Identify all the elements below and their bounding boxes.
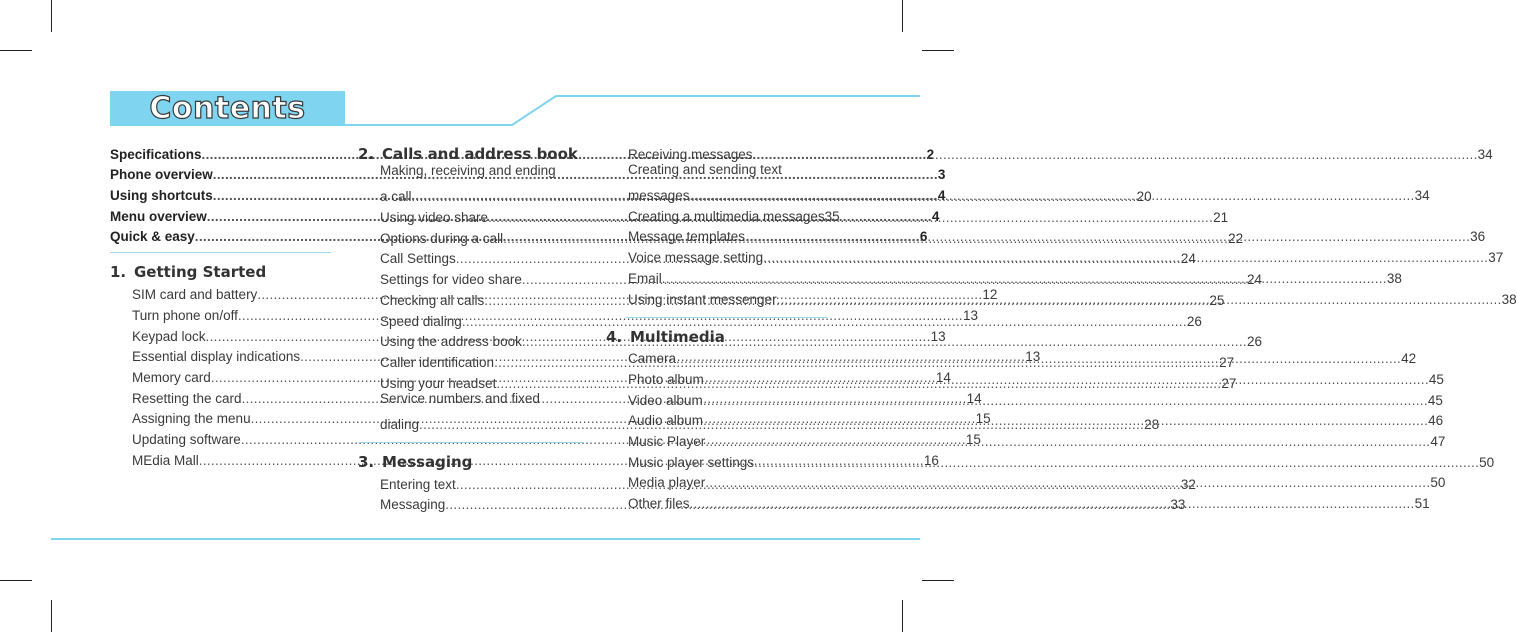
- entry-label: Creating and sending text: [628, 161, 782, 177]
- section-title: Messaging: [382, 452, 473, 471]
- section-divider: [358, 442, 584, 443]
- entry-label: messages: [628, 188, 690, 204]
- section-heading[interactable]: [606, 322, 827, 346]
- dot-leader: [763, 250, 1488, 265]
- entry-label: Email: [628, 270, 662, 286]
- dot-leader: [690, 188, 1415, 203]
- entry-label: Music player settings: [628, 454, 755, 470]
- entry-page: 21: [1213, 210, 1229, 226]
- entry-label: Using your headset: [380, 375, 497, 391]
- entry-page: 33: [1170, 497, 1186, 513]
- entry-page: 32: [1180, 476, 1196, 492]
- entry-page: 3: [937, 167, 946, 183]
- entry-page: 14: [966, 390, 982, 406]
- section-number: 4.: [606, 327, 623, 346]
- entry-page: 47: [1430, 433, 1446, 449]
- section-title: Multimedia: [630, 327, 725, 346]
- entry-label: Turn phone on/off: [132, 307, 238, 323]
- entry-label: Voice message setting: [628, 250, 764, 266]
- section-heading[interactable]: [110, 257, 331, 281]
- entry-label: Media player: [628, 475, 706, 491]
- entry-label: Service numbers and fixed: [380, 390, 540, 406]
- entry-page: 12: [982, 287, 998, 303]
- entry-label: Menu overview: [110, 208, 207, 224]
- dot-leader: [753, 147, 1478, 162]
- toc-entry[interactable]: [628, 203, 840, 224]
- entry-page: 24: [1180, 251, 1196, 267]
- dot-leader: [704, 369, 1429, 387]
- entry-label: Memory card: [132, 369, 211, 385]
- page-title: Contents: [149, 91, 306, 126]
- entry-label: Settings for video share: [380, 272, 522, 288]
- entry-label: Essential display indications: [132, 349, 301, 365]
- entry-label: Music Player: [628, 433, 706, 449]
- dot-leader: [703, 413, 1428, 428]
- entry-page: 45: [1428, 371, 1444, 387]
- entry-label: Resetting the card: [132, 390, 242, 406]
- entry-page: 37: [1488, 250, 1504, 266]
- entry-page: 51: [1414, 496, 1430, 511]
- entry-label: Using video share: [380, 210, 489, 226]
- entry-label: Photo album: [628, 371, 704, 387]
- section-number: 2.: [358, 145, 375, 163]
- section-heading[interactable]: [358, 136, 584, 163]
- entry-page: 2: [926, 146, 935, 162]
- entry-label: Camera: [628, 351, 677, 367]
- section-title: Getting Started: [134, 263, 267, 282]
- entry-label: Entering text: [380, 476, 456, 492]
- entry-label: Video album: [628, 392, 703, 408]
- entry-label: Quick & easy: [110, 229, 195, 245]
- entry-label: Options during a call: [380, 230, 504, 246]
- section-divider: [110, 252, 331, 253]
- entry-label: Message templates: [628, 229, 746, 245]
- entry-page: 22: [1228, 230, 1244, 246]
- entry-page: 26: [1246, 334, 1262, 350]
- dot-leader: [705, 475, 1430, 490]
- entry-page: 4: [937, 188, 946, 204]
- entry-page: 14: [935, 369, 951, 385]
- entry-page: 16: [923, 452, 939, 468]
- entry-label: Creating a multimedia messages: [628, 208, 825, 224]
- entry-label: Using instant messenger: [628, 291, 777, 307]
- toc-entry-wrap-line[interactable]: [628, 162, 827, 183]
- entry-page: 26: [1186, 313, 1202, 329]
- dot-leader: [777, 292, 1502, 307]
- entry-label: Using the address book: [380, 334, 522, 350]
- entry-label: Keypad lock: [132, 328, 206, 344]
- toc-entry[interactable]: [628, 141, 1493, 162]
- section-divider: [626, 317, 827, 318]
- entry-label: Caller identification: [380, 354, 495, 370]
- entry-page: 34: [1477, 146, 1493, 162]
- entry-page: 42: [1401, 351, 1417, 367]
- entry-page: 27: [1219, 354, 1235, 370]
- entry-label: Checking all calls: [380, 292, 485, 308]
- entry-label: Audio album: [628, 413, 704, 429]
- entry-label: Messaging: [380, 497, 446, 513]
- entry-page: 38: [1501, 291, 1517, 307]
- entry-page: 50: [1430, 475, 1446, 491]
- entry-page: 15: [965, 431, 981, 447]
- entry-page: 13: [962, 307, 978, 323]
- dot-leader: [703, 390, 1428, 408]
- dot-leader: [745, 229, 1470, 244]
- entry-label: Phone overview: [110, 167, 213, 183]
- entry-page: 4: [931, 208, 940, 224]
- entry-page: 13: [1025, 349, 1041, 365]
- section-title: Calls and address book: [382, 145, 578, 163]
- entry-page: 25: [1209, 292, 1225, 308]
- entry-page: 34: [1414, 188, 1430, 204]
- entry-label: Updating software: [132, 431, 241, 447]
- dot-leader: [690, 496, 1415, 511]
- entry-page: 15: [975, 411, 991, 427]
- entry-page: 36: [1470, 229, 1486, 245]
- entry-page: 38: [1386, 270, 1402, 286]
- entry-label: Receiving messages: [628, 146, 753, 162]
- entry-page: 35: [824, 208, 840, 224]
- entry-label: MEdia Mall: [132, 452, 199, 468]
- toc-entry-wrap-line[interactable]: [380, 391, 584, 412]
- contents-title-box: [110, 91, 345, 126]
- entry-page: 20: [1136, 189, 1152, 205]
- toc-entry-wrap-line[interactable]: [380, 163, 584, 184]
- entry-label: a call: [380, 189, 412, 205]
- entry-page: 24: [1246, 272, 1262, 288]
- dot-leader: [488, 210, 1213, 225]
- entry-label: Other files: [628, 496, 690, 511]
- section-number: 3.: [358, 452, 375, 471]
- entry-page: 6: [919, 229, 928, 245]
- entry-page: 45: [1427, 392, 1443, 408]
- dot-leader: [662, 271, 1387, 286]
- entry-label: Specifications: [110, 146, 202, 162]
- entry-label: Making, receiving and ending: [380, 163, 556, 178]
- entry-page: 46: [1428, 413, 1444, 429]
- dot-leader: [754, 452, 1479, 470]
- entry-label: SIM card and battery: [132, 287, 258, 303]
- entry-label: Assigning the menu: [132, 411, 251, 427]
- dot-leader: [676, 351, 1401, 366]
- entry-label: Call Settings: [380, 251, 456, 267]
- entry-page: 28: [1144, 416, 1160, 432]
- entry-page: 13: [930, 328, 946, 344]
- entry-page: 50: [1479, 454, 1495, 470]
- section-number: 1.: [110, 263, 127, 282]
- entry-label: Using shortcuts: [110, 188, 213, 204]
- section-heading[interactable]: [358, 447, 584, 471]
- dot-leader: [705, 431, 1430, 449]
- entry-page: 27: [1221, 375, 1237, 391]
- entry-label: dialing: [380, 416, 420, 432]
- entry-label: Speed dialing: [380, 313, 462, 329]
